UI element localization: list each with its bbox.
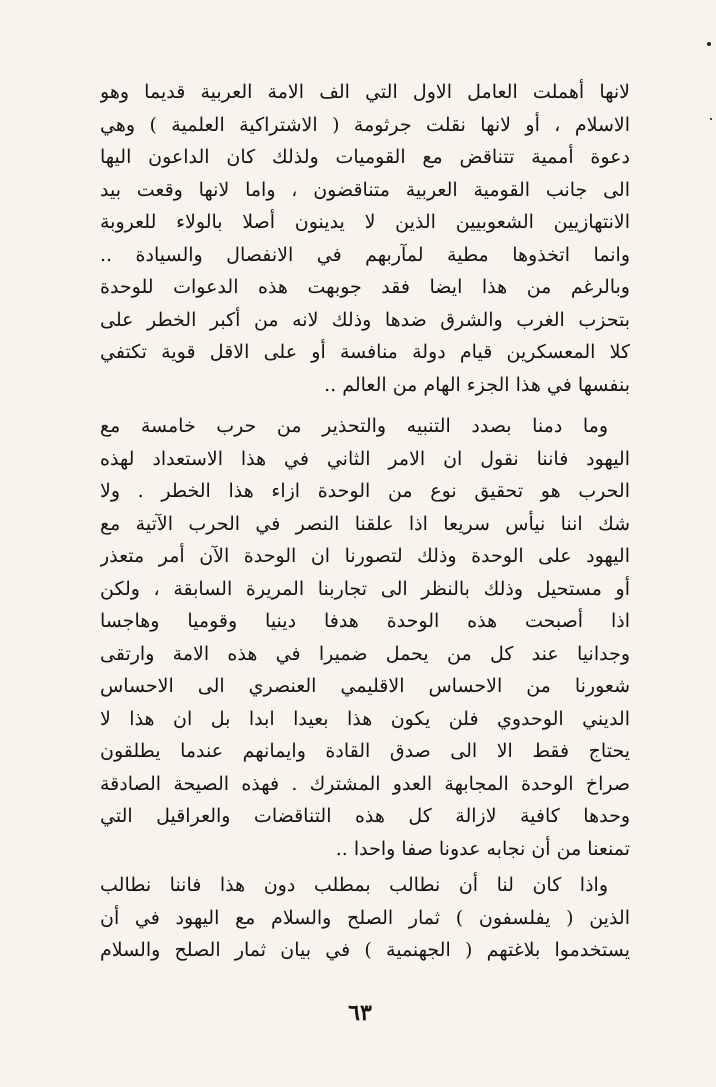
paragraph-1 bbox=[100, 76, 630, 401]
text-line: الاسلام ، أو لانها نقلت جرثومة ( الاشتراكية العلمية ) وهي bbox=[100, 113, 630, 136]
text-line: يستخدموا بلاغتهم ( الجهنمية ) في بيان ثمار الصلح والسلام bbox=[100, 939, 630, 961]
text-line: وبالرغم من هذا ايضا فقد جوبهت هذه الدعوات للوحدة bbox=[100, 276, 630, 298]
text-line: بتحزب الغرب والشرق ضدها وذلك لانه من أكبر الخطر على bbox=[100, 308, 630, 331]
scan-speck bbox=[710, 118, 712, 120]
text-line: اليهود على الوحدة وذلك لتصورنا ان الوحدة الآن أمر متعذر bbox=[100, 545, 630, 567]
text-line: واذا كان لنا أن نطالب بمطلب دون هذا فاننا نطالب bbox=[100, 874, 608, 896]
text-line: شك اننا نيأس سريعا اذا علقنا النصر في الحرب الآتية مع bbox=[100, 512, 630, 535]
text-line: يحتاج فقط الا الى صدق القادة وايمانهم عندما يطلقون bbox=[100, 740, 630, 762]
text-line: شعورنا من الاحساس الاقليمي العنصري الى الاحساس bbox=[100, 675, 630, 697]
text-line: أو مستحيل وذلك بالنظر الى تجاربنا المريرة السابقة ، ولكن bbox=[100, 577, 630, 600]
text-line: الحرب هو تحقيق نوع من الوحدة ازاء هذا الخطر . ولا bbox=[100, 480, 630, 502]
text-line: لانها أهملت العامل الاول التي الف الامة العربية قديما وهو bbox=[100, 81, 630, 103]
text-line: اذا أصبحت هذه الوحدة هدفا دينيا وقوميا وهاجسا bbox=[100, 610, 630, 632]
text-line: تمنعنا من أن نجابه عدونا صفا واحدا .. bbox=[335, 837, 630, 860]
paragraph-2 bbox=[100, 410, 630, 865]
page-number: ٦٣ bbox=[348, 1000, 372, 1026]
text-line: وانما اتخذوها مطية لمآربهم في الانفصال والسيادة .. bbox=[100, 243, 630, 266]
text-line: اليهود فاننا نقول ان الامر الثاني في هذا الاستعداد لهذه bbox=[100, 447, 630, 470]
paragraph-3 bbox=[100, 869, 630, 967]
text-line: الذين ( يفلسفون ) ثمار الصلح والسلام مع اليهود في أن bbox=[100, 906, 630, 929]
text-line: وما دمنا بصدد التنبيه والتحذير من حرب خامسة مع bbox=[100, 415, 608, 437]
text-line: وجدانيا عند كل من يحمل ضميرا في هذه الامة وارتقى bbox=[100, 642, 630, 665]
text-line: وحدها كافية لازالة كل هذه التناقضات والعراقيل التي bbox=[100, 805, 630, 827]
text-line: كلا المعسكرين قيام دولة منافسة أو على الاقل قوية تكتفي bbox=[100, 341, 630, 363]
text-line: الانتهازيين الشعوبيين الذين لا يدينون أصلا بالولاء للعروبة bbox=[100, 211, 630, 233]
text-line: دعوة أممية تتناقض مع القوميات ولذلك كان الداعون اليها bbox=[100, 146, 630, 168]
text-line: الديني الوحدوي فلن يكون هذا بعيدا ابدا بل ان هذا لا bbox=[100, 707, 630, 730]
scan-speck bbox=[707, 42, 711, 46]
text-line: بنفسها في هذا الجزء الهام من العالم .. bbox=[324, 373, 630, 396]
text-line: صراخ الوحدة المجابهة العدو المشترك . فهذه الصيحة الصادقة bbox=[100, 772, 630, 795]
text-line: الى جانب القومية العربية متناقضون ، واما لانها وقعت بيد bbox=[100, 178, 630, 201]
